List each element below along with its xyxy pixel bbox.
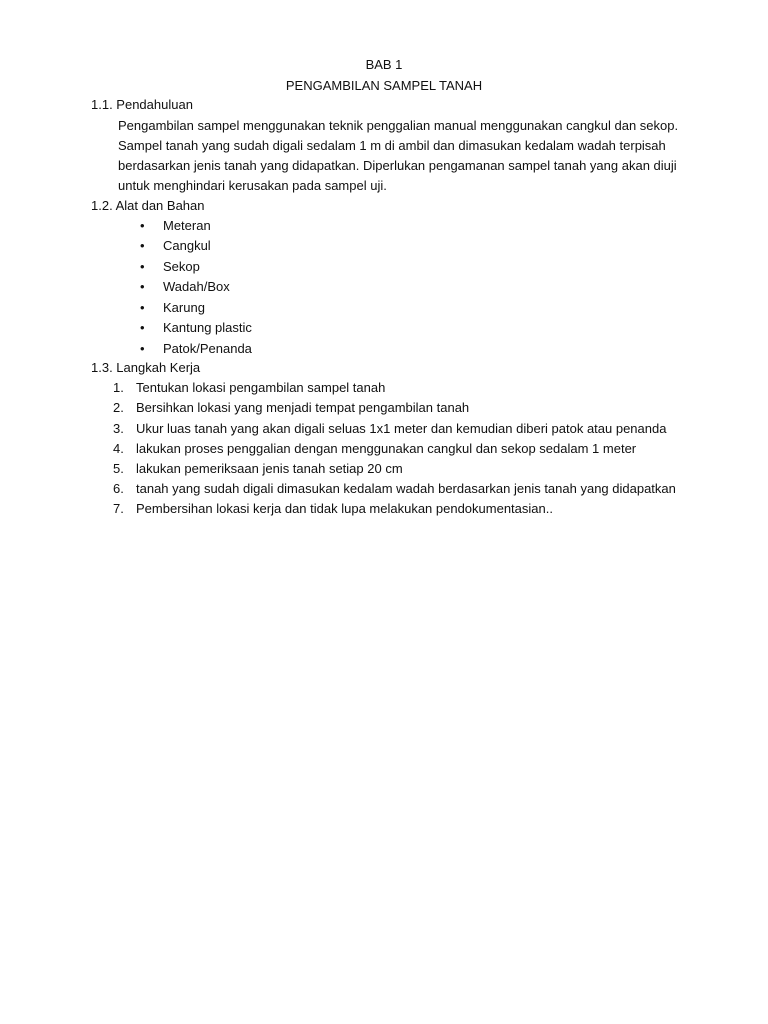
bullet-icon: •	[140, 259, 145, 274]
document-title: PENGAMBILAN SAMPEL TANAH	[285, 78, 483, 93]
section-heading-pendahuluan: 1.1. Pendahuluan	[91, 97, 193, 112]
step-number: 1.	[113, 380, 124, 395]
step-text: tanah yang sudah digali dimasukan kedalam wadah berdasarkan jenis tanah yang didapatkan	[136, 481, 676, 496]
chapter-label: BAB 1	[365, 57, 403, 72]
paragraph-line: berdasarkan jenis tanah yang didapatkan. Diperlukan pengamanan sampel tanah yang akan diuji	[118, 158, 677, 173]
bullet-icon: •	[140, 320, 145, 335]
step-text: Bersihkan lokasi yang menjadi tempat pengambilan tanah	[136, 400, 470, 415]
step-number: 2.	[113, 400, 124, 415]
list-item: Wadah/Box	[163, 279, 230, 294]
list-item: Karung	[163, 300, 205, 315]
section-heading-langkah-kerja: 1.3. Langkah Kerja	[91, 360, 201, 375]
paragraph-line: Pengambilan sampel menggunakan teknik penggalian manual menggunakan cangkul dan sekop.	[118, 118, 679, 133]
paragraph-line: untuk menghindari kerusakan pada sampel uji.	[118, 178, 387, 193]
step-number: 5.	[113, 461, 124, 476]
step-number: 3.	[113, 421, 124, 436]
list-item: Sekop	[163, 259, 200, 274]
bullet-icon: •	[140, 238, 145, 253]
list-item: Cangkul	[163, 238, 211, 253]
step-text: Tentukan lokasi pengambilan sampel tanah	[136, 380, 386, 395]
step-number: 7.	[113, 501, 124, 516]
bullet-icon: •	[140, 279, 145, 294]
step-number: 4.	[113, 441, 124, 456]
bullet-icon: •	[140, 218, 145, 233]
list-item: Patok/Penanda	[163, 341, 252, 356]
section-heading-alat-bahan: 1.2. Alat dan Bahan	[91, 198, 205, 213]
step-text: lakukan proses penggalian dengan menggunakan cangkul dan sekop sedalam 1 meter	[136, 441, 637, 456]
step-text: Pembersihan lokasi kerja dan tidak lupa melakukan pendokumentasian..	[136, 501, 553, 516]
list-item: Kantung plastic	[163, 320, 252, 335]
paragraph-line: Sampel tanah yang sudah digali sedalam 1 m di ambil dan dimasukan kedalam wadah terpisah	[118, 138, 666, 153]
list-item: Meteran	[163, 218, 211, 233]
bullet-icon: •	[140, 341, 145, 356]
bullet-icon: •	[140, 300, 145, 315]
step-number: 6.	[113, 481, 124, 496]
step-text: lakukan pemeriksaan jenis tanah setiap 20 cm	[136, 461, 403, 476]
step-text: Ukur luas tanah yang akan digali seluas 1x1 meter dan kemudian diberi patok atau penanda	[136, 421, 667, 436]
